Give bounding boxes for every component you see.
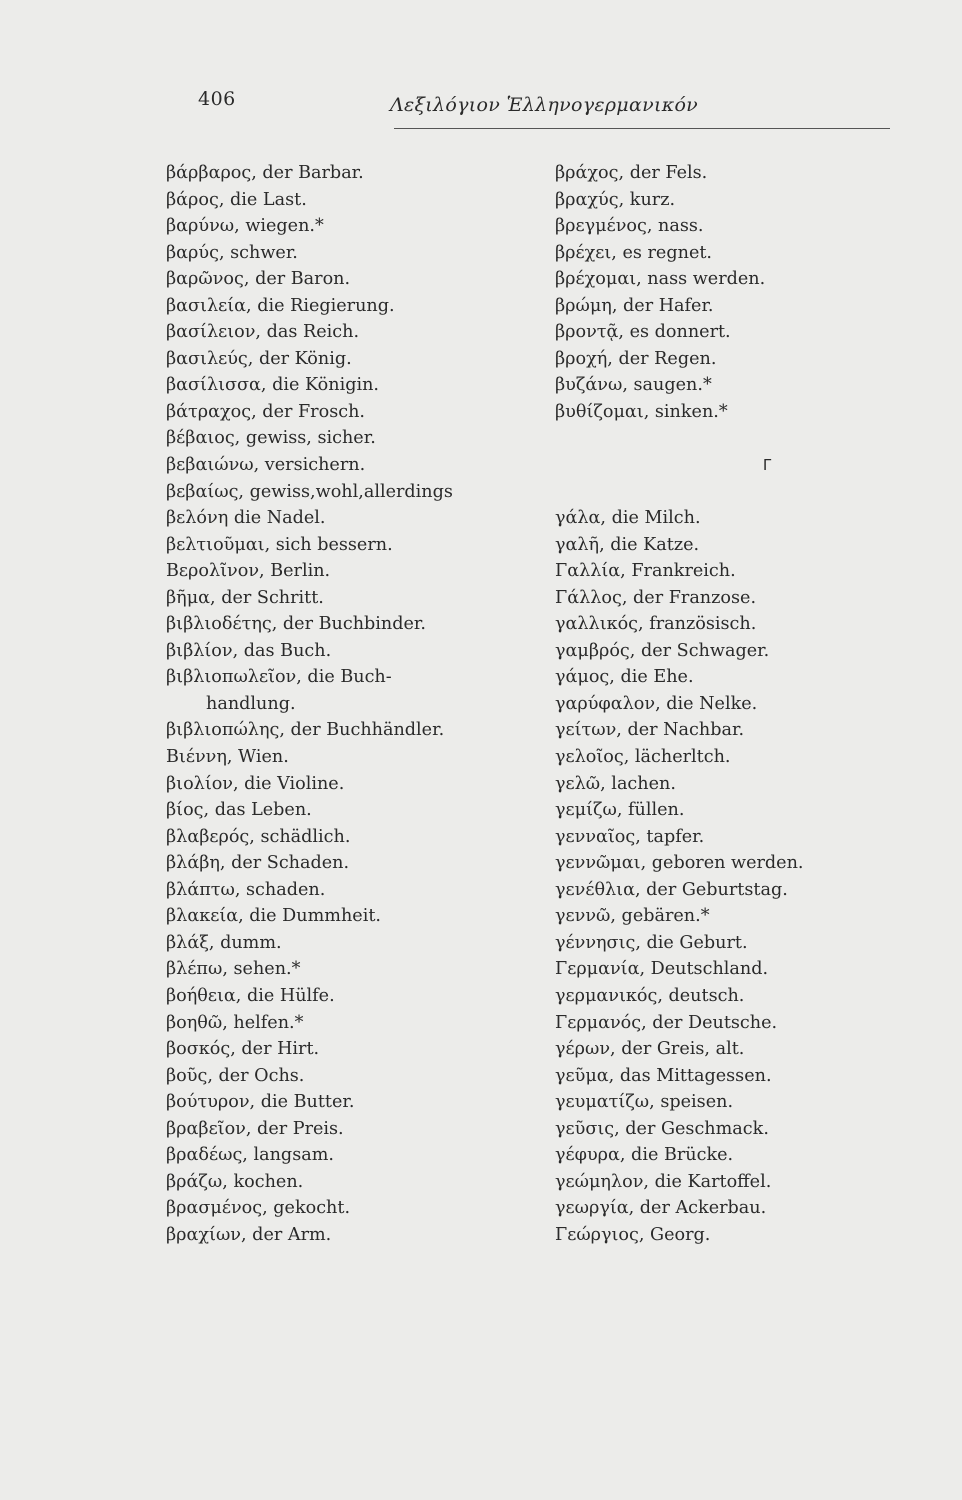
left-column bbox=[166, 160, 536, 1248]
list-item: βιβλιοπωλεῖον, die Buch- bbox=[166, 667, 392, 688]
list-item: βοσκός, der Hirt. bbox=[166, 1039, 320, 1060]
list-item: βιβλίον, das Buch. bbox=[166, 640, 332, 661]
list-item: βίος, das Leben. bbox=[166, 800, 312, 821]
section-spacer bbox=[555, 425, 905, 452]
list-item: γαρύφαλον, die Nelke. bbox=[555, 693, 758, 714]
list-item: βαρύνω, wiegen.* bbox=[166, 216, 324, 237]
list-item: βλάπτω, schaden. bbox=[166, 879, 326, 900]
list-item: γεμίζω, füllen. bbox=[555, 800, 685, 821]
list-item: γεώμηλον, die Kartoffel. bbox=[555, 1171, 772, 1192]
list-item: γεννῶμαι, geboren werden. bbox=[555, 853, 804, 874]
list-item: Βιέννη, Wien. bbox=[166, 747, 289, 768]
list-item: βῆμα, der Schritt. bbox=[166, 587, 324, 608]
list-item: βοηθῶ, helfen.* bbox=[166, 1012, 304, 1033]
list-item: γαλλικός, französisch. bbox=[555, 614, 757, 635]
header-rule bbox=[394, 128, 890, 129]
page-number: 406 bbox=[198, 88, 236, 110]
list-item: βρέχομαι, nass werden. bbox=[555, 269, 766, 290]
list-item: βελόνη die Nadel. bbox=[166, 508, 326, 529]
list-item: γελοῖος, lächerltch. bbox=[555, 747, 731, 768]
list-item: βροχή, der Regen. bbox=[555, 348, 717, 369]
list-item: βρασμένος, gekocht. bbox=[166, 1198, 351, 1219]
list-item: γελῶ, lachen. bbox=[555, 773, 676, 794]
list-item: βούτυρον, die Butter. bbox=[166, 1092, 355, 1113]
list-item: βλάβη, der Schaden. bbox=[166, 853, 350, 874]
list-item: βασίλειον, das Reich. bbox=[166, 322, 360, 343]
list-item: Γεώργιος, Georg. bbox=[555, 1224, 711, 1245]
list-item: γέννησις, die Geburt. bbox=[555, 932, 748, 953]
list-item: γευματίζω, speisen. bbox=[555, 1092, 734, 1113]
list-item: βλέπω, sehen.* bbox=[166, 959, 301, 980]
list-item: βεβαιώνω, versichern. bbox=[166, 455, 366, 476]
list-item: βλαβερός, schädlich. bbox=[166, 826, 351, 847]
list-item: βρώμη, der Hafer. bbox=[555, 295, 714, 316]
list-item: βράζω, kochen. bbox=[166, 1171, 304, 1192]
list-item: Γερμανός, der Deutsche. bbox=[555, 1012, 778, 1033]
list-item: Γάλλος, der Franzose. bbox=[555, 587, 757, 608]
list-item-continuation: handlung. bbox=[206, 693, 296, 714]
right-column bbox=[555, 160, 905, 1248]
list-item: γείτων, der Nachbar. bbox=[555, 720, 745, 741]
list-item: γέρων, der Greis, alt. bbox=[555, 1039, 745, 1060]
list-item: Γερμανία, Deutschland. bbox=[555, 959, 769, 980]
list-item: βασιλεύς, der König. bbox=[166, 348, 352, 369]
list-item: βιβλιοδέτης, der Buchbinder. bbox=[166, 614, 426, 635]
running-head: Λεξιλόγιον Ἑλληνογερμανικόν bbox=[390, 94, 699, 116]
list-item: γενέθλια, der Geburtstag. bbox=[555, 879, 788, 900]
list-item: βαρῶνος, der Baron. bbox=[166, 269, 351, 290]
list-item: βλάξ, dumm. bbox=[166, 932, 282, 953]
list-item: γεῦσις, der Geschmack. bbox=[555, 1118, 769, 1139]
list-item: βέβαιος, gewiss, sicher. bbox=[166, 428, 376, 449]
list-item: Βερολῖνον, Berlin. bbox=[166, 561, 331, 582]
list-item: βασιλεία, die Riegierung. bbox=[166, 295, 395, 316]
list-item: βραχύς, kurz. bbox=[555, 189, 676, 210]
list-item: γερμανικός, deutsch. bbox=[555, 985, 745, 1006]
list-item: γεννῶ, gebären.* bbox=[555, 906, 710, 927]
list-item: Γαλλία, Frankreich. bbox=[555, 561, 736, 582]
section-spacer bbox=[555, 479, 905, 506]
list-item: βαρύς, schwer. bbox=[166, 242, 298, 263]
list-item: βοῦς, der Ochs. bbox=[166, 1065, 305, 1086]
list-item: βραβεῖον, der Preis. bbox=[166, 1118, 344, 1139]
list-item: βεβαίως, gewiss,wohl,allerdings bbox=[166, 481, 453, 502]
list-item: γάλα, die Milch. bbox=[555, 508, 701, 529]
list-item: βραδέως, langsam. bbox=[166, 1145, 334, 1166]
list-item: βελτιοῦμαι, sich bessern. bbox=[166, 534, 393, 555]
list-item: γενναῖος, tapfer. bbox=[555, 826, 705, 847]
list-item: βροντᾷ, es donnert. bbox=[555, 322, 731, 343]
list-item: γεῦμα, das Mittagessen. bbox=[555, 1065, 772, 1086]
list-item: βασίλισσα, die Königin. bbox=[166, 375, 380, 396]
list-item: βυζάνω, saugen.* bbox=[555, 375, 712, 396]
list-item: γαλῆ, die Katze. bbox=[555, 534, 700, 555]
list-item: βράχος, der Fels. bbox=[555, 163, 708, 183]
list-item: βοήθεια, die Hülfe. bbox=[166, 985, 335, 1006]
list-item: βρέχει, es regnet. bbox=[555, 242, 713, 263]
list-item: βραχίων, der Arm. bbox=[166, 1224, 332, 1245]
list-item: γαμβρός, der Schwager. bbox=[555, 640, 770, 661]
list-item: γάμος, die Ehe. bbox=[555, 667, 694, 688]
list-item: βιβλιοπώλης, der Buchhändler. bbox=[166, 720, 445, 741]
list-item: βυθίζομαι, sinken.* bbox=[555, 401, 728, 422]
section-heading: Γ bbox=[762, 456, 772, 475]
list-item: βάτραχος, der Frosch. bbox=[166, 401, 365, 422]
list-item: βλακεία, die Dummheit. bbox=[166, 906, 382, 927]
list-item: βιολίον, die Violine. bbox=[166, 773, 345, 794]
list-item: γέφυρα, die Brücke. bbox=[555, 1145, 734, 1166]
list-item: βάρβαρος, der Barbar. bbox=[166, 163, 364, 183]
list-item: βρεγμένος, nass. bbox=[555, 216, 704, 237]
list-item: γεωργία, der Ackerbau. bbox=[555, 1198, 767, 1219]
list-item: βάρος, die Last. bbox=[166, 189, 307, 210]
